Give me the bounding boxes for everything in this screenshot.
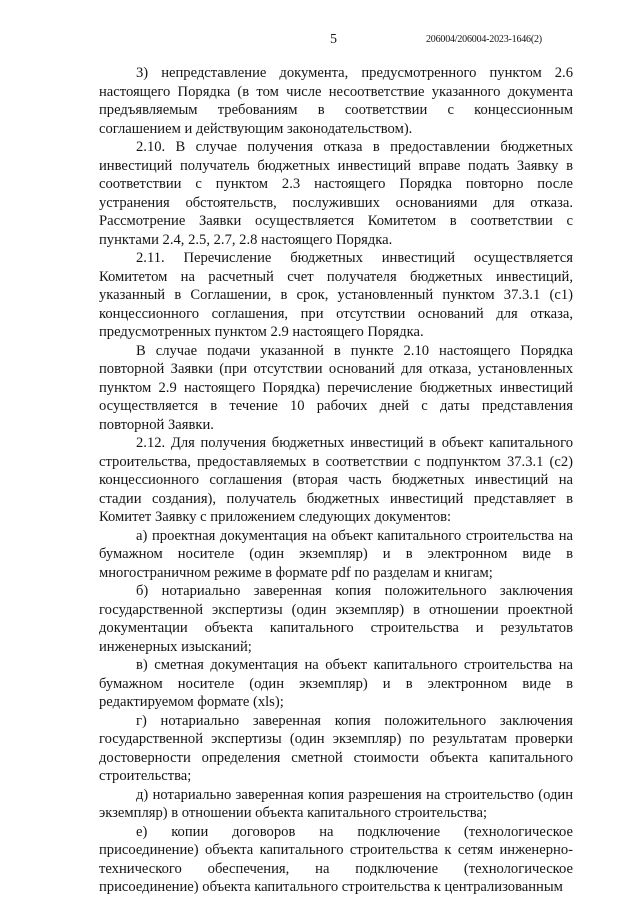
paragraph-2-11: 2.11. Перечисление бюджетных инвестиций осуществляется Комитетом на расчетный счет получателя бюджетных инвестиций, указанный в Соглашении, в срок, установленный пунктом 37.3.1 (с1) концессионного соглашения, при отсутствии оснований для отказа, предусмотренных пунктом 2.9 настоящего Порядка.	[99, 250, 573, 340]
document-id: 206004/206004-2023-1646(2)	[426, 34, 542, 45]
list-item-e: е) копии договоров на подключение (технологическое присоединение) объекта капитального строительства к сетям инженерно-технического обеспечения, на подключение (технологическое присоединение) объекта капитального строительства к централизованным	[99, 823, 573, 895]
list-item-v: в) сметная документация на объект капитального строительства на бумажном носителе (один экземпляр) и в электронном виде в редактируемом формате (xls);	[99, 657, 573, 710]
paragraph-repeat-request: В случае подачи указанной в пункте 2.10 настоящего Порядка повторной Заявки (при отсутствии оснований для отказа, установленных пунктом 2.9 настоящего Порядка) перечисление бюджетных инвестиций осуществляется в течение 10 рабочих дней с даты представления повторной Заявки.	[99, 342, 573, 433]
paragraph-2-10: 2.10. В случае получения отказа в предоставлении бюджетных инвестиций получатель бюджетных инвестиций вправе подать Заявку в соответствии с пунктом 2.3 настоящего Порядка повторно после устранения обстоятельств, послуживших основаниями для отказа. Рассмотрение Заявки осуществляется Комитетом в соответствии с пунктами 2.4, 2.5, 2.7, 2.8 настоящего Порядка.	[99, 139, 573, 248]
page-number: 5	[330, 32, 337, 47]
list-item-a: а) проектная документация на объект капитального строительства на бумажном носителе (один экземпляр) и в электронном виде в многостраничном режиме в формате pdf по разделам и книгам;	[99, 527, 573, 581]
list-item-g: г) нотариально заверенная копия положительного заключения государственной экспертизы (один экземпляр) по результатам проверки достоверности определения сметной стоимости объекта капитального строительства;	[99, 712, 573, 784]
document-body	[99, 64, 573, 897]
paragraph-2-12: 2.12. Для получения бюджетных инвестиций в объект капитального строительства, предоставляемых в соответствии с подпунктом 37.3.1 (с2) концессионного соглашения (вторая часть бюджетных инвестиций на стадии создания), получатель бюджетных инвестиций представляет в Комитет Заявку с приложением следующих документов:	[99, 435, 573, 525]
list-item-d: д) нотариально заверенная копия разрешения на строительство (один экземпляр) в отношении объекта капитального строительства;	[99, 786, 573, 821]
paragraph-subitem-3: 3) непредставление документа, предусмотренного пунктом 2.6 настоящего Порядка (в том числе несоответствие указанного документа предъявляемым требованиям в соответствии с концессионным соглашением и действующим законодательством).	[99, 65, 573, 137]
list-item-b: б) нотариально заверенная копия положительного заключения государственной экспертизы (один экземпляр) в отношении проектной документации объекта капитального строительства и результатов инженерных изысканий;	[99, 583, 573, 655]
